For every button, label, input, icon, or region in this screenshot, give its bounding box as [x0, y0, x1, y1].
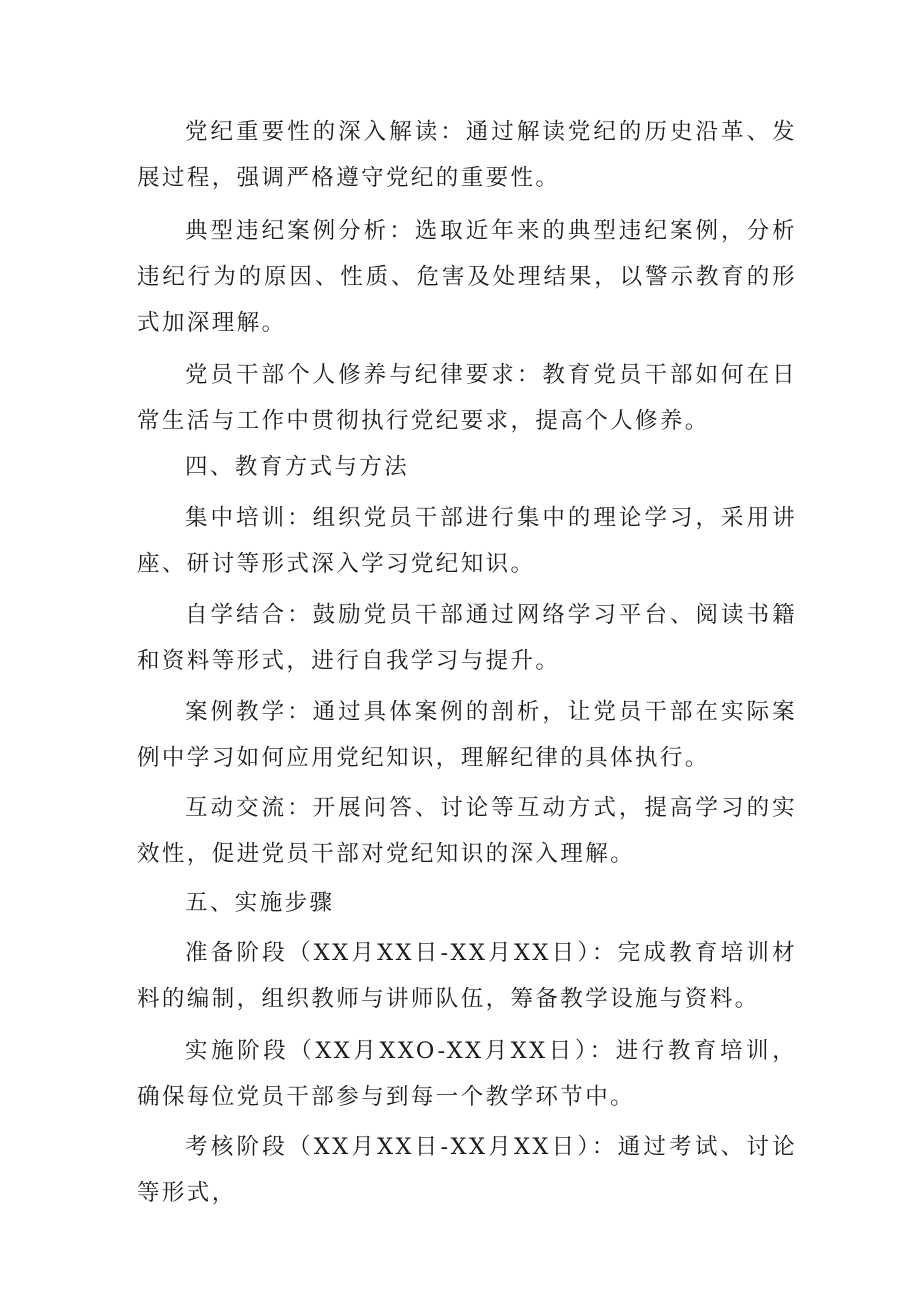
paragraph-case-teaching: 案例教学：通过具体案例的剖析，让党员干部在实际案例中学习如何应用党纪知识，理解纪律的具体执行。 — [137, 699, 797, 771]
section-heading-implementation-steps: 五、实施步骤 — [185, 890, 335, 916]
paragraph-interactive-exchange: 互动交流：开展问答、讨论等互动方式，提高学习的实效性，促进党员干部对党纪知识的深入理解。 — [137, 795, 797, 867]
paragraph-discipline-importance: 党纪重要性的深入解读：通过解读党纪的历史沿革、发展过程，强调严格遵守党纪的重要性。 — [137, 119, 797, 191]
section-heading-education-methods: 四、教育方式与方法 — [185, 454, 410, 480]
paragraph-preparation-stage: 准备阶段（XX月XX日-XX月XX日）：完成教育培训材料的编制，组织教师与讲师队伍，筹备教学设施与资料。 — [137, 940, 797, 1012]
paragraph-self-study: 自学结合：鼓励党员干部通过网络学习平台、阅读书籍和资料等形式，进行自我学习与提升。 — [137, 602, 797, 674]
paragraph-implementation-stage: 实施阶段（XX月XXO-XX月XX日）：进行教育培训，确保每位党员干部参与到每一个教学环节中。 — [137, 1038, 797, 1110]
paragraph-typical-case-analysis: 典型违纪案例分析：选取近年来的典型违纪案例，分析违纪行为的原因、性质、危害及处理结果，以警示教育的形式加深理解。 — [137, 218, 797, 336]
paragraph-assessment-stage: 考核阶段（XX月XX日-XX月XX日）：通过考试、讨论等形式， — [137, 1134, 797, 1206]
paragraph-centralized-training: 集中培训：组织党员干部进行集中的理论学习，采用讲座、研讨等形式深入学习党纪知识。 — [137, 505, 797, 577]
paragraph-personal-cultivation: 党员干部个人修养与纪律要求：教育党员干部如何在日常生活与工作中贯彻执行党纪要求，提高个人修养。 — [137, 362, 797, 434]
